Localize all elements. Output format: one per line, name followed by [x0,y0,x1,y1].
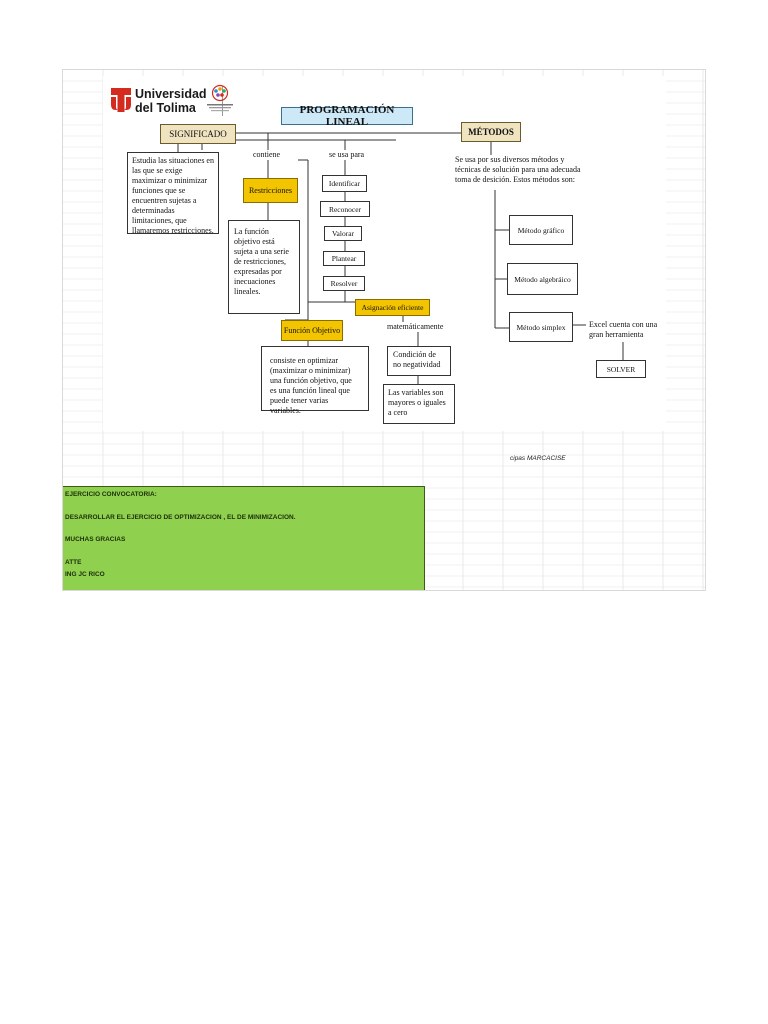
significado-node: SIGNIFICADO [160,124,236,144]
se-usa-para-link: se usa para [329,150,365,159]
restricciones-node: Restricciones [243,178,298,203]
logo-line1: Universidad [135,87,207,101]
instructions-line5: ING JC RICO [65,571,105,578]
instructions-line3: MUCHAS GRACIAS [65,536,126,543]
matematicamente-link: matemáticamente [387,322,444,331]
metodos-node: MÉTODOS [461,122,521,142]
contiene-link: contiene [253,150,281,159]
logo-line2: del Tolima [135,101,196,115]
metodo-box: Método simplex [509,312,573,342]
funcion-objetivo-node: Función Objetivo [281,320,343,341]
step-box: Plantear [323,251,365,266]
metodo-box: Método algebráico [507,263,578,295]
asignacion-eficiente-node: Asignación eficiente [355,299,430,316]
step-box: Identificar [322,175,367,192]
step-box: Resolver [323,276,365,291]
metodos-text: Se usa por sus diversos métodos y técnicas de solución para una adecuada toma de desición. Estos métodos son: [455,155,581,184]
spreadsheet-page [62,69,706,591]
instructions-line2: DESARROLLAR EL EJERCICIO DE OPTIMIZACION , EL DE MINIMIZACION. [65,514,296,521]
metodo-box: Método gráfico [509,215,573,245]
condicion-node: Condición de no negatividad [387,346,451,376]
instructions-block [62,486,425,591]
step-box: Valorar [324,226,362,241]
restricciones-text: La función objetivo está sujeta a una serie de restricciones, expresadas por inecuaciones lineales. [228,220,300,314]
diagram-title: PROGRAMACIÓN LINEAL [281,107,413,125]
solver-box: SOLVER [596,360,646,378]
significado-text: Estudia las situaciones en las que se exige maximizar o minimizar funciones que se encuentren sujetas a determinadas limitaciones, que llamaremos restricciones. [127,152,219,234]
excel-note: Excel cuenta con una gran herramienta [589,320,658,339]
variables-text: Las variables son mayores o iguales a cero [383,384,455,424]
step-box: Reconocer [320,201,370,217]
instructions-line1: EJERCICIO CONVOCATORIA: [65,491,157,498]
instructions-line4: ATTE [65,559,82,566]
funcion-objetivo-text: consiste en optimizar (maximizar o minimizar) una función objetivo, que es una función lineal que puede tener varias variables. [261,346,369,411]
footer-note: cipas MARCACISE [510,455,566,462]
